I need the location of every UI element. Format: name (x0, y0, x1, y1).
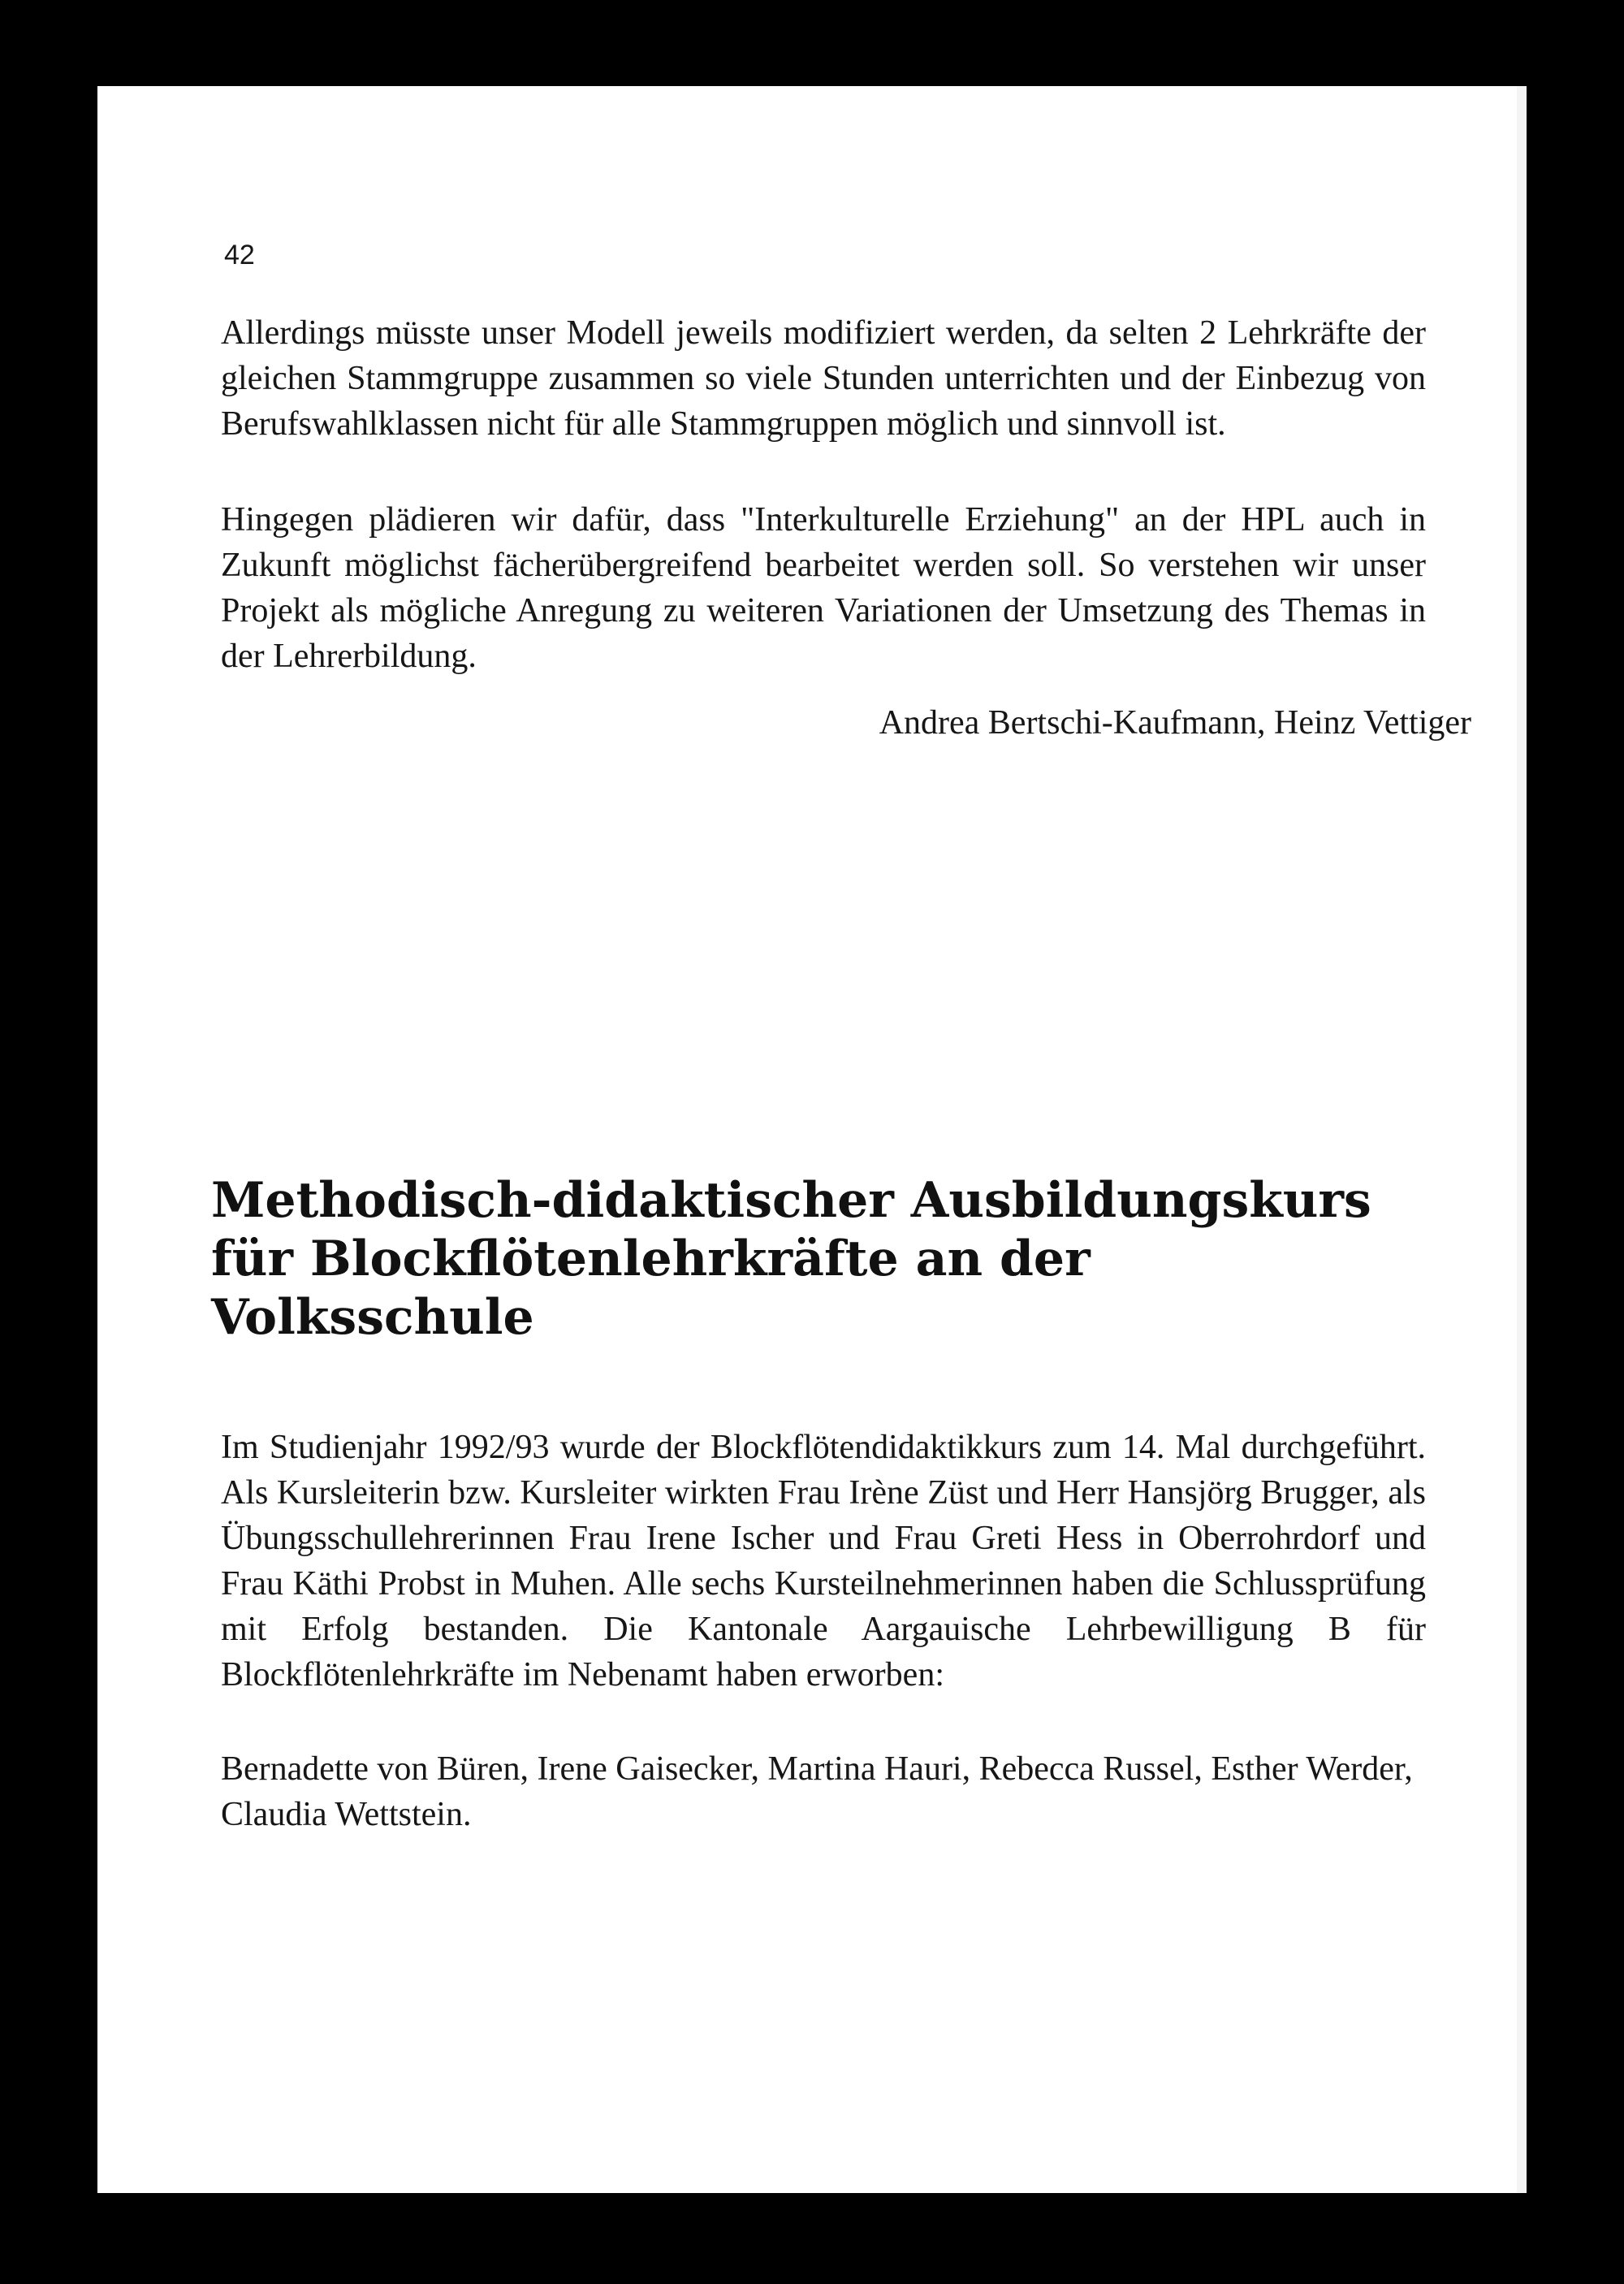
paragraph-model-modification: Allerdings müsste unser Modell jeweils modifiziert werden, da selten 2 Lehrkräfte der gleichen Stammgruppe zusammen so viele Stunden unterrichten und der Einbezug von Berufswahlklassen nicht für alle Stammgruppen möglich und sinnvoll ist. (221, 314, 1426, 443)
page-number: 42 (224, 240, 255, 270)
paragraph-graduate-names: Bernadette von Büren, Irene Gaisecker, Martina Hauri, Rebecca Russel, Esther Werder, Claudia Wettstein. (221, 1750, 1413, 1833)
page-edge-shadow (1517, 86, 1527, 2193)
author-signature: Andrea Bertschi-Kaufmann, Heinz Vettiger (879, 704, 1471, 742)
section-heading (211, 1171, 1429, 1347)
section-heading-line-2: für Blockflötenlehrkräfte an der Volksschule (211, 1231, 1091, 1346)
paragraph-interdisciplinary-plea: Hingegen plädieren wir dafür, dass "Interkulturelle Erziehung" an der HPL auch in Zukunft möglichst fächerübergreifend bearbeitet werden soll. So verstehen wir unser Projekt als mögliche Anregung zu weiteren Variationen der Umsetzung des Themas in der Lehrerbildung. (221, 501, 1426, 675)
paragraph-course-report: Im Studienjahr 1992/93 wurde der Blockflötendidaktikkurs zum 14. Mal durchgeführt. Als Kursleiterin bzw. Kursleiter wirkten Frau Irène Züst und Herr Hansjörg Brugger, als Übungsschullehrerinnen Frau Irene Ischer und Frau Greti Hess in Oberrohrdorf und Frau Käthi Probst in Muhen. Alle sechs Kursteilnehmerinnen haben die Schlussprüfung mit Erfolg bestanden. Die Kantonale Aargauische Lehrbewilligung B für Blockflötenlehrkräfte im Nebenamt haben erworben: (221, 1429, 1426, 1694)
section-heading-line-1: Methodisch-didaktischer Ausbildungskurs (211, 1172, 1371, 1229)
